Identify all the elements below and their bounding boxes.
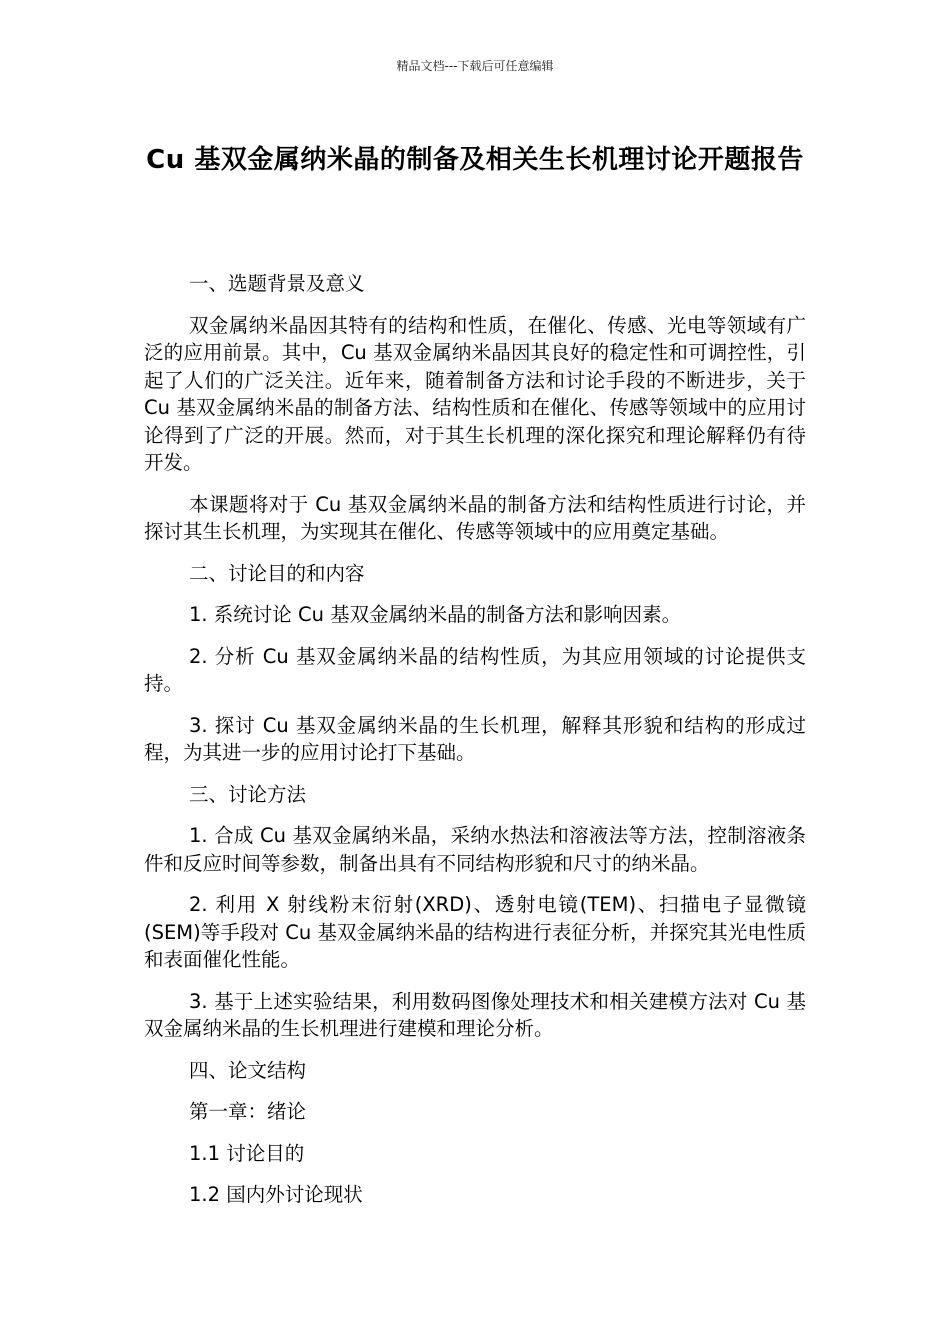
section-heading: 二、讨论目的和内容 — [189, 561, 365, 585]
list-item: 1. 合成 Cu 基双金属纳米晶，采纳水热法和溶液法等方法，控制溶液条件和反应时间等参数，制备出具有不同结构形貌和尺寸的纳米晶。 — [144, 824, 806, 875]
page-header: 精品文档---下载后可任意编辑 — [396, 59, 554, 73]
section-heading: 一、选题背景及意义 — [189, 272, 365, 295]
list-item: 3. 基于上述实验结果，利用数码图像处理技术和相关建模方法对 Cu 基双金属纳米晶的生长机理进行建模和理论分析。 — [144, 989, 806, 1040]
section-heading: 四、论文结构 — [189, 1058, 307, 1082]
paragraph: 本课题将对于 Cu 基双金属纳米晶的制备方法和结构性质进行讨论，并探讨其生长机理，为实现其在催化、传感等领域中的应用奠定基础。 — [144, 492, 806, 543]
document-body — [144, 270, 806, 1223]
list-item: 2. 分析 Cu 基双金属纳米晶的结构性质，为其应用领域的讨论提供支持。 — [144, 644, 806, 695]
document-title: Cu 基双金属纳米晶的制备及相关生长机理讨论开题报告 — [146, 145, 804, 175]
list-item: 2. 利用 X 射线粉末衍射(XRD)、透射电镜(TEM)、扫描电子显微镜(SEM)等手段对 Cu 基双金属纳米晶的结构进行表征分析，并探究其光电性质和表面催化性能。 — [144, 893, 806, 971]
paragraph: 双金属纳米晶因其特有的结构和性质，在催化、传感、光电等领域有广泛的应用前景。其中，Cu 基双金属纳米晶因其良好的稳定性和可调控性，引起了人们的广泛关注。近年来，随着制备方法和讨论手段的不断进步，关于 Cu 基双金属纳米晶的制备方法、结构性质和在催化、传感等领域中的应用讨论得到了广泛的开展。然而，对于其生长机理的深化探究和理论解释仍有待开发。 — [144, 313, 806, 474]
subsection-heading: 1.2 国内外讨论现状 — [189, 1183, 363, 1206]
section-heading: 三、讨论方法 — [189, 782, 307, 806]
list-item: 1. 系统讨论 Cu 基双金属纳米晶的制备方法和影响因素。 — [189, 603, 682, 626]
chapter-heading: 第一章：绪论 — [189, 1100, 307, 1123]
subsection-heading: 1.1 讨论目的 — [189, 1141, 305, 1165]
list-item: 3. 探讨 Cu 基双金属纳米晶的生长机理，解释其形貌和结构的形成过程，为其进一步的应用讨论打下基础。 — [144, 713, 806, 764]
